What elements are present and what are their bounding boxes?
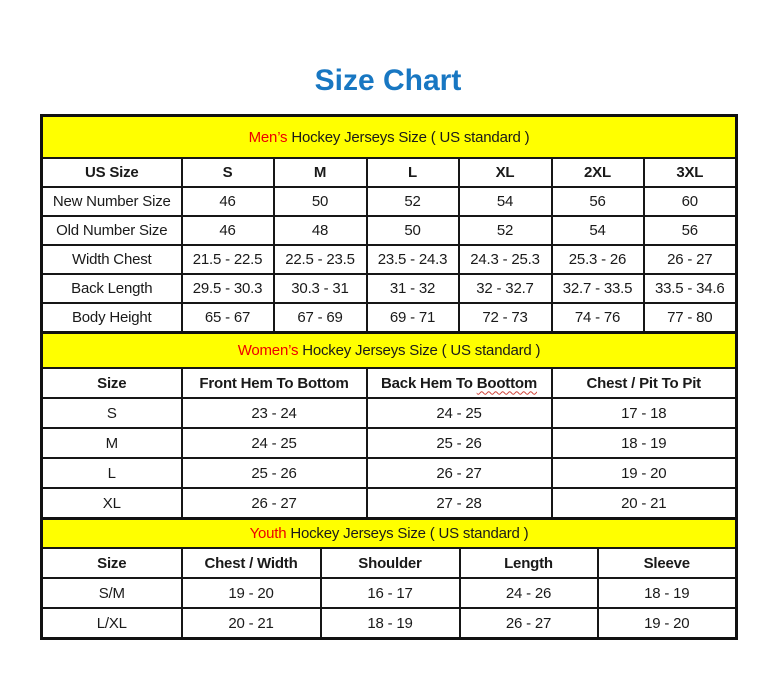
womens-section-title-text: Hockey Jerseys Size ( US standard ) (298, 342, 541, 359)
table-cell: 22.5 - 23.5 (274, 245, 367, 274)
table-row (42, 608, 737, 639)
table-cell: 20 - 21 (182, 608, 321, 639)
table-cell: 52 (367, 187, 459, 216)
column-header-cell: XL (459, 158, 552, 187)
table-cell: 25 - 26 (182, 458, 367, 488)
mens-section-header-row (42, 116, 737, 159)
table-cell: 77 - 80 (644, 303, 737, 333)
womens-size-table (40, 331, 738, 520)
table-cell: 26 - 27 (460, 608, 598, 639)
table-row (42, 245, 737, 274)
row-label-cell: S/M (42, 578, 182, 608)
column-header-cell: Sleeve (598, 548, 737, 578)
table-cell: 24 - 26 (460, 578, 598, 608)
table-cell: 24 - 25 (367, 398, 552, 428)
table-cell: 23 - 24 (182, 398, 367, 428)
row-label-cell: XL (42, 488, 182, 519)
mens-group-word: Men’s (248, 128, 288, 146)
table-cell: 27 - 28 (367, 488, 552, 519)
youth-size-table (40, 517, 738, 640)
column-header-cell: 2XL (552, 158, 644, 187)
table-row (42, 303, 737, 333)
table-cell: 25.3 - 26 (552, 245, 644, 274)
table-cell: 25 - 26 (367, 428, 552, 458)
table-cell: 18 - 19 (598, 578, 737, 608)
womens-column-header-row (42, 368, 737, 398)
column-header-cell: S (182, 158, 274, 187)
table-cell: 19 - 20 (552, 458, 737, 488)
mens-column-header-row (42, 158, 737, 187)
table-cell: 52 (459, 216, 552, 245)
row-label-cell: Old Number Size (42, 216, 182, 245)
table-cell: 26 - 27 (182, 488, 367, 519)
column-header-cell: Length (460, 548, 598, 578)
table-row (42, 187, 737, 216)
table-cell: 17 - 18 (552, 398, 737, 428)
table-cell: 19 - 20 (182, 578, 321, 608)
womens-section-header-row (42, 333, 737, 369)
table-cell: 16 - 17 (321, 578, 460, 608)
column-header-cell: L (367, 158, 459, 187)
table-row (42, 274, 737, 303)
table-cell: 67 - 69 (274, 303, 367, 333)
table-cell: 20 - 21 (552, 488, 737, 519)
row-label-cell: M (42, 428, 182, 458)
table-cell: 24.3 - 25.3 (459, 245, 552, 274)
mens-size-table (40, 114, 738, 334)
table-cell: 26 - 27 (644, 245, 737, 274)
table-row (42, 578, 737, 608)
table-cell: 54 (459, 187, 552, 216)
column-header-cell: Chest / Pit To Pit (552, 368, 737, 398)
table-row (42, 216, 737, 245)
table-cell: 54 (552, 216, 644, 245)
table-cell: 48 (274, 216, 367, 245)
table-cell: 56 (644, 216, 737, 245)
table-cell: 31 - 32 (367, 274, 459, 303)
table-cell: 72 - 73 (459, 303, 552, 333)
youth-section-header-row (42, 519, 737, 549)
column-header-cell (367, 368, 552, 398)
table-cell: 18 - 19 (321, 608, 460, 639)
table-cell: 50 (367, 216, 459, 245)
table-cell: 21.5 - 22.5 (182, 245, 274, 274)
row-label-cell: L (42, 458, 182, 488)
table-cell: 65 - 67 (182, 303, 274, 333)
row-label-cell: New Number Size (42, 187, 182, 216)
table-row (42, 488, 737, 519)
table-cell: 24 - 25 (182, 428, 367, 458)
youth-section-header (42, 519, 737, 549)
table-cell: 46 (182, 216, 274, 245)
mens-section-title-text: Hockey Jerseys Size ( US standard ) (287, 128, 530, 146)
table-cell: 60 (644, 187, 737, 216)
column-header-cell: Chest / Width (182, 548, 321, 578)
column-header-cell: Size (42, 548, 182, 578)
table-row (42, 398, 737, 428)
table-cell: 32.7 - 33.5 (552, 274, 644, 303)
womens-group-word: Women’s (237, 342, 299, 359)
page-title: Size Chart (314, 64, 462, 97)
row-label-cell: S (42, 398, 182, 428)
table-cell: 32 - 32.7 (459, 274, 552, 303)
column-header-cell: Shoulder (321, 548, 460, 578)
table-cell: 69 - 71 (367, 303, 459, 333)
table-row (42, 428, 737, 458)
table-cell: 50 (274, 187, 367, 216)
column-header-cell: US Size (42, 158, 182, 187)
table-cell: 56 (552, 187, 644, 216)
column-header-cell: 3XL (644, 158, 737, 187)
table-cell: 26 - 27 (367, 458, 552, 488)
row-label-cell: Body Height (42, 303, 182, 333)
back-hem-label-prefix: Back Hem To (381, 374, 477, 392)
table-cell: 19 - 20 (598, 608, 737, 639)
row-label-cell: Back Length (42, 274, 182, 303)
tables-container (40, 114, 735, 640)
misspelled-word-squiggle: Boottom (476, 374, 537, 392)
table-cell: 23.5 - 24.3 (367, 245, 459, 274)
youth-section-title-text: Hockey Jerseys Size ( US standard ) (286, 525, 529, 542)
column-header-cell: Size (42, 368, 182, 398)
table-cell: 30.3 - 31 (274, 274, 367, 303)
table-cell: 46 (182, 187, 274, 216)
table-cell: 74 - 76 (552, 303, 644, 333)
column-header-cell: M (274, 158, 367, 187)
table-row (42, 458, 737, 488)
column-header-cell: Front Hem To Bottom (182, 368, 367, 398)
youth-group-word: Youth (249, 525, 287, 542)
table-cell: 18 - 19 (552, 428, 737, 458)
mens-section-header (42, 116, 737, 159)
table-cell: 29.5 - 30.3 (182, 274, 274, 303)
row-label-cell: Width Chest (42, 245, 182, 274)
row-label-cell: L/XL (42, 608, 182, 639)
youth-column-header-row (42, 548, 737, 578)
womens-section-header (42, 333, 737, 369)
table-cell: 33.5 - 34.6 (644, 274, 737, 303)
